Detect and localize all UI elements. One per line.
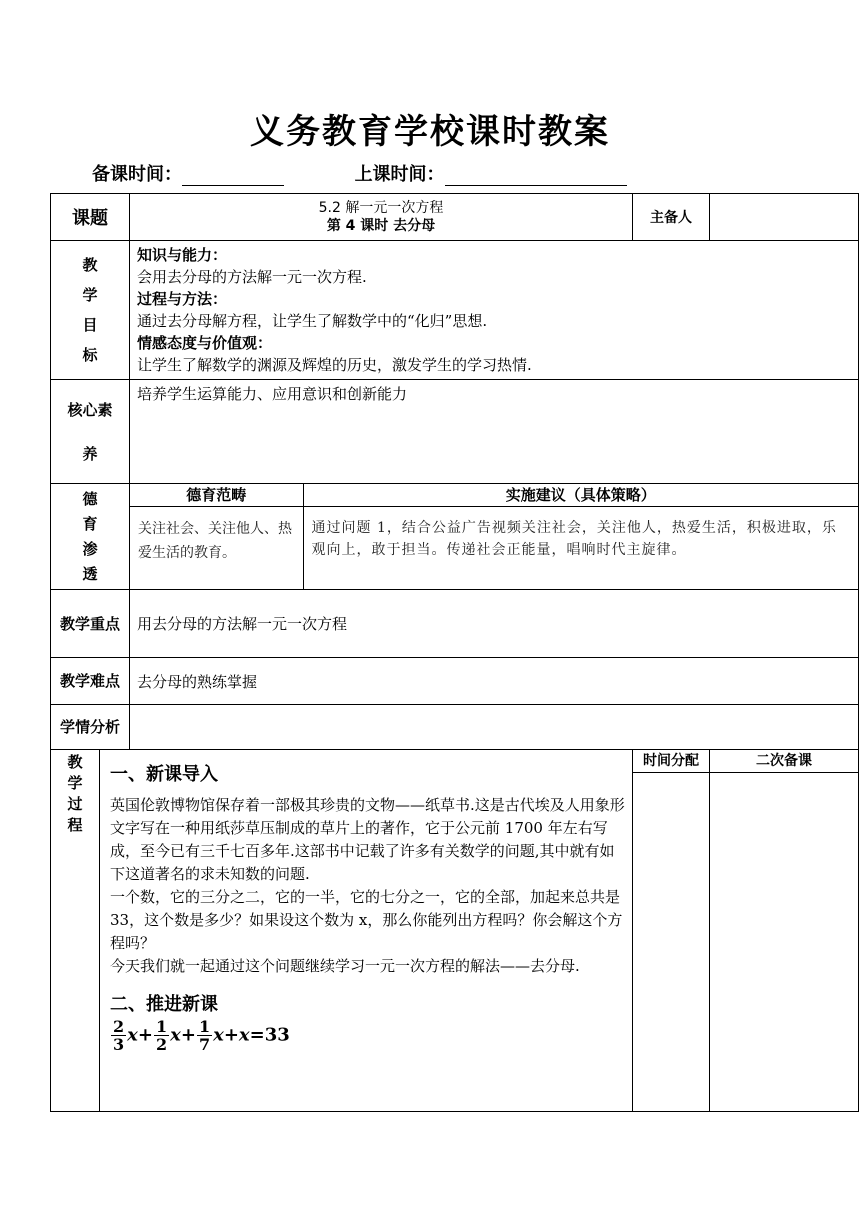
paragraph: 一个数，它的三分之二，它的一半，它的七分之一，它的全部，加起来总共是 33，这个数是多少？如果设这个数为 x，那么你能列出方程吗？你会解这个方程吗？ — [110, 888, 623, 952]
key-point-text: 用去分母的方法解一元一次方程 — [130, 590, 859, 658]
lesson-plan-table — [50, 193, 859, 1112]
paragraph: 今天我们就一起通过这个问题继续学习一元一次方程的解法——去分母. — [110, 957, 580, 975]
objective-heading: 过程与方法： — [137, 290, 228, 308]
fraction: $\frac{1}{2}$ — [155, 1017, 168, 1054]
class-time-label: 上课时间： — [354, 164, 445, 185]
moral-category-text: 关注社会、关注他人、热爱生活的教育。 — [130, 506, 303, 589]
core-literacy-text: 培养学生运算能力、应用意识和创新能力 — [130, 380, 859, 484]
core-literacy-label: 核心素 养 — [51, 380, 130, 484]
prep-time-label: 备课时间： — [92, 164, 182, 185]
class-time-field[interactable] — [445, 165, 627, 186]
teaching-process-content — [100, 750, 633, 1112]
equation: $\frac{2}{3}$ x+ $\frac{1}{2}$ x+ $\frac{1}{7}$ x+x=33 — [113, 1017, 290, 1054]
student-situation-label: 学情分析 — [51, 705, 130, 750]
fraction: $\frac{2}{3}$ — [113, 1017, 125, 1054]
preparer-label: 主备人 — [633, 194, 710, 241]
moral-suggestion-header: 实施建议（具体策略） — [303, 484, 858, 506]
topic-cell — [130, 194, 633, 241]
date-row — [92, 160, 627, 186]
section-title: 一、新课导入 — [110, 764, 218, 785]
objective-heading: 知识与能力： — [137, 246, 228, 264]
difficulty-label: 教学难点 — [51, 658, 130, 705]
objectives-content — [130, 241, 859, 380]
moral-education-label: 德 育 渗 透 — [51, 484, 130, 590]
moral-suggestion-text: 通过问题 1，结合公益广告视频关注社会，关注他人，热爱生活，积极进取，乐观向上，敢于担当。传递社会正能量，唱响时代主旋律。 — [303, 506, 858, 589]
second-prep-cell — [710, 750, 859, 1112]
teaching-process-label: 教 学 过 程 — [51, 750, 100, 1112]
time-allocation-header: 时间分配 — [633, 750, 709, 773]
page-title: 义务教育学校课时教案 — [250, 112, 610, 152]
objective-text: 会用去分母的方法解一元一次方程. — [137, 268, 367, 286]
objective-text: 通过去分母解方程，让学生了解数学中的“化归”思想. — [137, 312, 488, 330]
objective-heading: 情感态度与价值观： — [137, 334, 273, 352]
objectives-label: 教 学 目 标 — [51, 241, 130, 380]
topic-line-1: 5.2 解一元一次方程 — [318, 200, 444, 216]
moral-category-header: 德育范畴 — [130, 484, 303, 506]
paragraph: 英国伦敦博物馆保存着一部极其珍贵的文物——纸草书.这是古代埃及人用象形文字写在一种用纸莎草压制成的草片上的著作，它于公元前 1700 年左右写成，至今已有三千七百多年.这部书中记载了许多有关数学的问题,其中就有如下这道著名的求未知数的问题. — [110, 796, 625, 883]
moral-education-cell — [130, 484, 859, 590]
moral-education-table — [130, 484, 858, 589]
student-situation-text[interactable] — [130, 705, 859, 750]
topic-label: 课题 — [51, 194, 130, 241]
difficulty-text: 去分母的熟练掌握 — [130, 658, 859, 705]
preparer-value[interactable] — [710, 194, 859, 241]
fraction: $\frac{1}{7}$ — [198, 1017, 211, 1054]
key-point-label: 教学重点 — [51, 590, 130, 658]
prep-time-field[interactable] — [182, 165, 284, 186]
time-allocation-cell — [633, 750, 710, 1112]
topic-line-2: 第 4 课时 去分母 — [326, 218, 436, 234]
second-prep-header: 二次备课 — [710, 750, 858, 773]
section-title: 二、推进新课 — [110, 994, 218, 1015]
objective-text: 让学生了解数学的渊源及辉煌的历史，激发学生的学习热情. — [137, 356, 532, 374]
